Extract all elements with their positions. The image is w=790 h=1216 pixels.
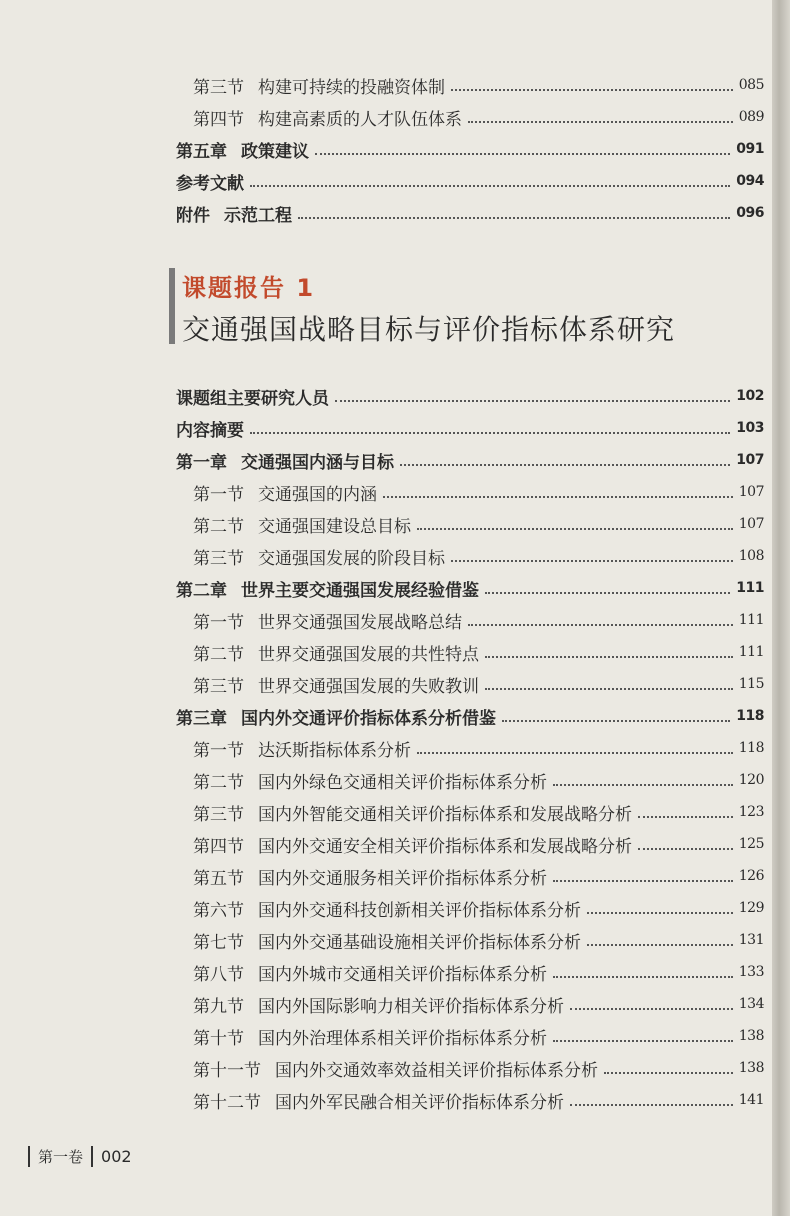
toc-entry-number: 第一节 bbox=[193, 740, 244, 761]
toc-entry-title: 交通强国内涵与目标 bbox=[241, 452, 394, 473]
toc-entry-number: 课题组主要研究人员 bbox=[176, 388, 329, 409]
toc-leader-dots bbox=[570, 1007, 733, 1010]
report-title: 交通强国战略目标与评价指标体系研究 bbox=[182, 313, 676, 346]
toc-entry-title: 构建高素质的人才队伍体系 bbox=[258, 109, 462, 130]
toc-leader-dots bbox=[553, 1039, 733, 1042]
toc-leader-dots bbox=[298, 216, 730, 219]
toc-entry-title: 国内外军民融合相关评价指标体系分析 bbox=[275, 1092, 564, 1113]
toc-leader-dots bbox=[638, 815, 733, 818]
toc-entry-title: 国内外交通评价指标体系分析借鉴 bbox=[241, 708, 496, 729]
toc-entry-number: 第十节 bbox=[193, 1028, 244, 1049]
toc-entry-page: 111 bbox=[738, 644, 764, 660]
toc-entry-number: 第二节 bbox=[193, 516, 244, 537]
toc-entry-title: 国内外交通效率效益相关评价指标体系分析 bbox=[275, 1060, 598, 1081]
toc-entry-number: 第一节 bbox=[193, 484, 244, 505]
toc-entry[interactable] bbox=[193, 765, 764, 795]
toc-entry-page: 134 bbox=[738, 996, 764, 1012]
toc-leader-dots bbox=[502, 719, 730, 722]
toc-entry-number: 第五节 bbox=[193, 868, 244, 889]
toc-entry-page: 085 bbox=[738, 77, 764, 93]
toc-leader-dots bbox=[250, 184, 730, 187]
toc-entry-number: 参考文献 bbox=[176, 173, 244, 194]
toc-entry-page: 094 bbox=[736, 173, 764, 189]
toc-leader-dots bbox=[468, 120, 733, 123]
toc-leader-dots bbox=[570, 1103, 733, 1106]
toc-leader-dots bbox=[400, 463, 730, 466]
toc-entry-number: 第九节 bbox=[193, 996, 244, 1017]
toc-entry-number: 第六节 bbox=[193, 900, 244, 921]
toc-entry-title: 国内外治理体系相关评价指标体系分析 bbox=[258, 1028, 547, 1049]
toc-leader-dots bbox=[553, 975, 733, 978]
toc-entry-title: 交通强国发展的阶段目标 bbox=[258, 548, 445, 569]
toc-entry-number: 内容摘要 bbox=[176, 420, 244, 441]
toc-entry-number: 第五章 bbox=[176, 141, 227, 162]
toc-entry-title: 世界交通强国发展的失败教训 bbox=[258, 676, 479, 697]
toc-entry-title: 达沃斯指标体系分析 bbox=[258, 740, 411, 761]
toc-entry[interactable] bbox=[193, 1021, 764, 1051]
toc-entry[interactable] bbox=[193, 637, 764, 667]
toc-entry[interactable] bbox=[176, 573, 764, 603]
toc-entry-page: 138 bbox=[738, 1028, 764, 1044]
toc-leader-dots bbox=[315, 152, 730, 155]
toc-entry-title: 国内外交通安全相关评价指标体系和发展战略分析 bbox=[258, 836, 632, 857]
page-footer bbox=[28, 1140, 132, 1172]
toc-entry-number: 第三节 bbox=[193, 548, 244, 569]
toc-entry-number: 第七节 bbox=[193, 932, 244, 953]
toc-leader-dots bbox=[468, 623, 733, 626]
toc-entry-number: 第一节 bbox=[193, 612, 244, 633]
toc-leader-dots bbox=[485, 591, 730, 594]
toc-leader-dots bbox=[451, 88, 733, 91]
toc-entry-title: 国内外绿色交通相关评价指标体系分析 bbox=[258, 772, 547, 793]
toc-entry-page: 107 bbox=[736, 452, 764, 468]
toc-entry[interactable] bbox=[176, 413, 764, 443]
toc-entry-title: 政策建议 bbox=[241, 141, 309, 162]
toc-entry-page: 107 bbox=[738, 516, 764, 532]
toc-leader-dots bbox=[638, 847, 733, 850]
toc-entry-number: 第四节 bbox=[193, 836, 244, 857]
toc-entry-number: 第三节 bbox=[193, 676, 244, 697]
report-label: 课题报告 1 bbox=[182, 274, 316, 302]
toc-entry[interactable] bbox=[193, 1085, 764, 1115]
toc-entry-title: 交通强国建设总目标 bbox=[258, 516, 411, 537]
toc-entry-number: 第一章 bbox=[176, 452, 227, 473]
toc-entry-number: 第三节 bbox=[193, 77, 244, 98]
toc-entry-number: 第十一节 bbox=[193, 1060, 261, 1081]
toc-entry[interactable] bbox=[176, 445, 764, 475]
toc-entry[interactable] bbox=[193, 70, 764, 100]
toc-entry[interactable] bbox=[193, 925, 764, 955]
toc-entry-title: 世界交通强国发展的共性特点 bbox=[258, 644, 479, 665]
toc-entry-page: 091 bbox=[736, 141, 764, 157]
toc-entry-title: 国内外交通基础设施相关评价指标体系分析 bbox=[258, 932, 581, 953]
toc-entry-number: 附件 bbox=[176, 205, 210, 226]
toc-entry[interactable] bbox=[176, 701, 764, 731]
toc-entry[interactable] bbox=[193, 669, 764, 699]
toc-entry-number: 第二章 bbox=[176, 580, 227, 601]
toc-entry[interactable] bbox=[193, 102, 764, 132]
toc-entry-number: 第二节 bbox=[193, 772, 244, 793]
toc-entry-number: 第三节 bbox=[193, 804, 244, 825]
toc-entry[interactable] bbox=[176, 198, 764, 228]
toc-leader-dots bbox=[250, 431, 730, 434]
toc-entry-title: 构建可持续的投融资体制 bbox=[258, 77, 445, 98]
toc-entry[interactable] bbox=[193, 477, 764, 507]
toc-entry-title: 交通强国的内涵 bbox=[258, 484, 377, 505]
toc-entry[interactable] bbox=[193, 829, 764, 859]
toc-entry-number: 第二节 bbox=[193, 644, 244, 665]
toc-entry-title: 国内外智能交通相关评价指标体系和发展战略分析 bbox=[258, 804, 632, 825]
toc-leader-dots bbox=[587, 911, 733, 914]
toc-entry-page: 118 bbox=[736, 708, 764, 724]
toc-leader-dots bbox=[383, 495, 733, 498]
toc-entry-page: 102 bbox=[736, 388, 764, 404]
toc-leader-dots bbox=[417, 751, 733, 754]
toc-entry-page: 089 bbox=[738, 109, 764, 125]
page-edge bbox=[772, 0, 790, 1216]
toc-entry-page: 111 bbox=[736, 580, 764, 596]
toc-leader-dots bbox=[485, 687, 733, 690]
toc-entry-number: 第十二节 bbox=[193, 1092, 261, 1113]
toc-entry[interactable] bbox=[176, 166, 764, 196]
toc-leader-dots bbox=[485, 655, 733, 658]
toc-entry-page: 103 bbox=[736, 420, 764, 436]
toc-entry[interactable] bbox=[193, 605, 764, 635]
toc-entry-page: 108 bbox=[738, 548, 764, 564]
toc-entry-page: 131 bbox=[738, 932, 764, 948]
toc-entry-title: 国内外交通服务相关评价指标体系分析 bbox=[258, 868, 547, 889]
toc-entry-page: 115 bbox=[738, 676, 764, 692]
toc-entry-page: 138 bbox=[738, 1060, 764, 1076]
toc-entry-page: 133 bbox=[738, 964, 764, 980]
toc-entry-page: 123 bbox=[738, 804, 764, 820]
toc-entry[interactable] bbox=[193, 541, 764, 571]
toc-entry[interactable] bbox=[193, 509, 764, 539]
toc-leader-dots bbox=[417, 527, 733, 530]
toc-entry-page: 129 bbox=[738, 900, 764, 916]
toc-leader-dots bbox=[604, 1071, 733, 1074]
toc-entry-title: 示范工程 bbox=[224, 205, 292, 226]
toc-entry-page: 120 bbox=[738, 772, 764, 788]
toc-entry-page: 126 bbox=[738, 868, 764, 884]
toc-entry[interactable] bbox=[193, 957, 764, 987]
toc-entry-title: 国内外国际影响力相关评价指标体系分析 bbox=[258, 996, 564, 1017]
toc-entry-number: 第三章 bbox=[176, 708, 227, 729]
toc-entry-page: 141 bbox=[738, 1092, 764, 1108]
toc-leader-dots bbox=[587, 943, 733, 946]
toc-entry-title: 国内外交通科技创新相关评价指标体系分析 bbox=[258, 900, 581, 921]
toc-entry[interactable] bbox=[193, 893, 764, 923]
toc-entry-title: 国内外城市交通相关评价指标体系分析 bbox=[258, 964, 547, 985]
toc-entry-page: 096 bbox=[736, 205, 764, 221]
toc-entry-page: 125 bbox=[738, 836, 764, 852]
volume-label: 第一卷 bbox=[28, 1146, 93, 1167]
toc-entry-number: 第八节 bbox=[193, 964, 244, 985]
toc-entry[interactable] bbox=[176, 381, 764, 411]
toc-entry-title: 世界交通强国发展战略总结 bbox=[258, 612, 462, 633]
toc-entry[interactable] bbox=[193, 797, 764, 827]
toc-entry[interactable] bbox=[193, 989, 764, 1019]
toc-entry-page: 118 bbox=[738, 740, 764, 756]
toc-leader-dots bbox=[335, 399, 730, 402]
page-number: 002 bbox=[101, 1146, 132, 1166]
toc-leader-dots bbox=[553, 783, 733, 786]
toc-entry-page: 107 bbox=[738, 484, 764, 500]
toc-leader-dots bbox=[451, 559, 733, 562]
toc-entry[interactable] bbox=[193, 733, 764, 763]
report-accent-bar bbox=[169, 268, 175, 344]
toc-entry[interactable] bbox=[193, 1053, 764, 1083]
toc-entry[interactable] bbox=[176, 134, 764, 164]
toc-entry-number: 第四节 bbox=[193, 109, 244, 130]
toc-entry-page: 111 bbox=[738, 612, 764, 628]
toc-leader-dots bbox=[553, 879, 733, 882]
toc-entry[interactable] bbox=[193, 861, 764, 891]
toc-entry-title: 世界主要交通强国发展经验借鉴 bbox=[241, 580, 479, 601]
